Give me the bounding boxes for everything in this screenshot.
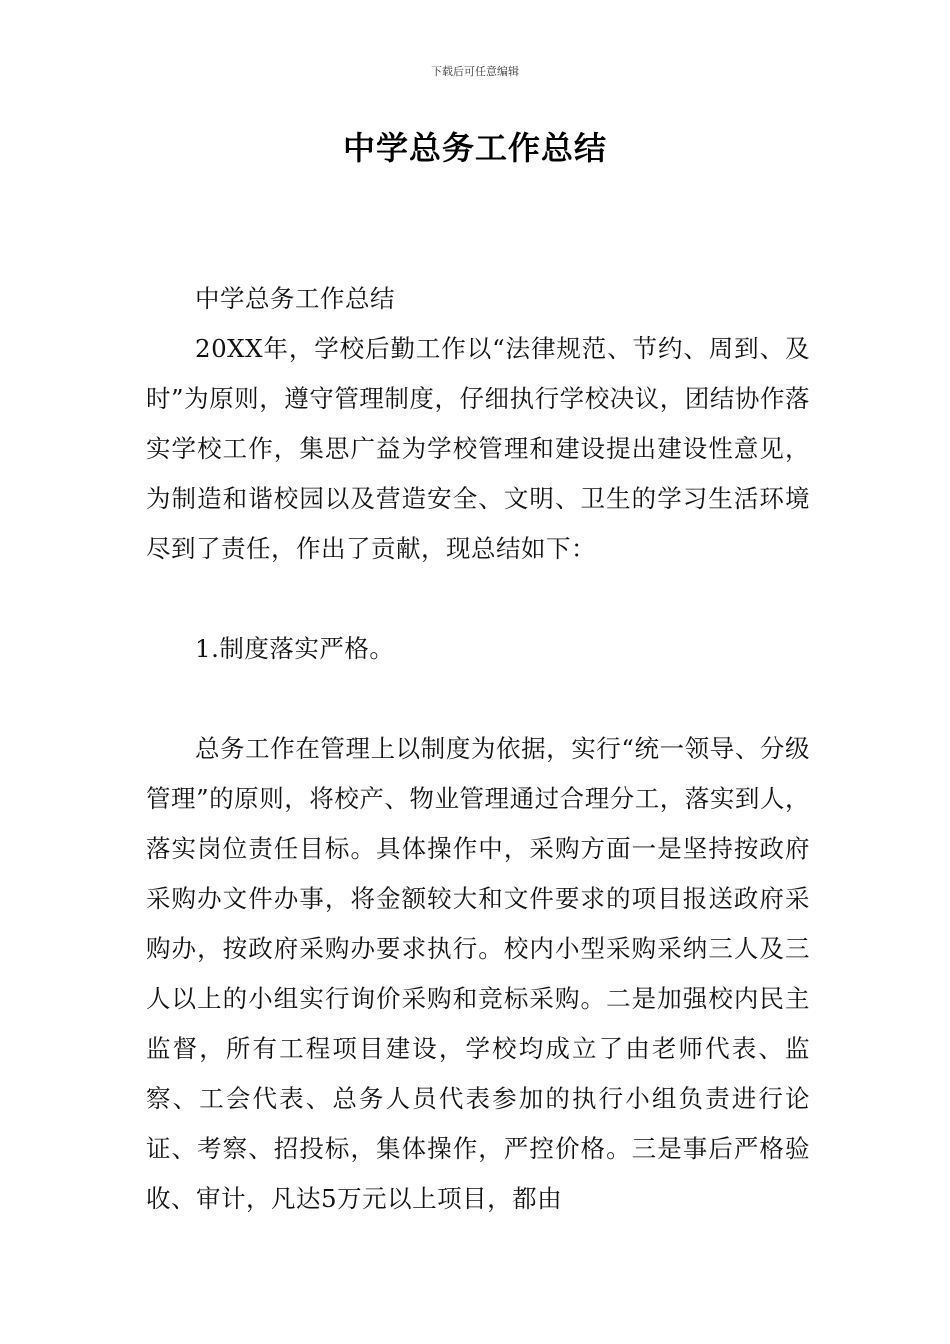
section-heading-block xyxy=(146,624,810,674)
intro-paragraph: 20XX年，学校后勤工作以“法律规范、节约、周到、及时”为原则，遵守管理制度，仔细执行学校决议，团结协作落实学校工作，集思广益为学校管理和建设提出建设性意见，为制造和谐校园以及营造安全、文明、卫生的学习生活环境尽到了责任，作出了贡献，现总结如下： xyxy=(146,334,810,563)
document-subtitle-block xyxy=(146,274,810,324)
section-heading: 1.制度落实严格。 xyxy=(195,634,395,663)
intro-block xyxy=(146,324,810,574)
section-body-paragraph: 总务工作在管理上以制度为依据，实行“统一领导、分级管理”的原则，将校产、物业管理通过合理分工，落实到人，落实岗位责任目标。具体操作中，采购方面一是坚持按政府采购办文件办事，将金额较大和文件要求的项目报送政府采购办，按政府采购办要求执行。校内小型采购采纳三人及三人以上的小组实行询价采购和竞标采购。二是加强校内民主监督，所有工程项目建设，学校均成立了由老师代表、监察、工会代表、总务人员代表参加的执行小组负责进行论证、考察、招投标，集体操作，严控价格。三是事后严格验收、审计，凡达5万元以上项目，都由 xyxy=(146,734,810,1213)
header-note: 下载后可任意编辑 xyxy=(431,65,519,78)
document-title: 中学总务工作总结 xyxy=(342,129,607,167)
section-body-block xyxy=(146,724,810,1224)
document-subtitle: 中学总务工作总结 xyxy=(195,284,395,313)
